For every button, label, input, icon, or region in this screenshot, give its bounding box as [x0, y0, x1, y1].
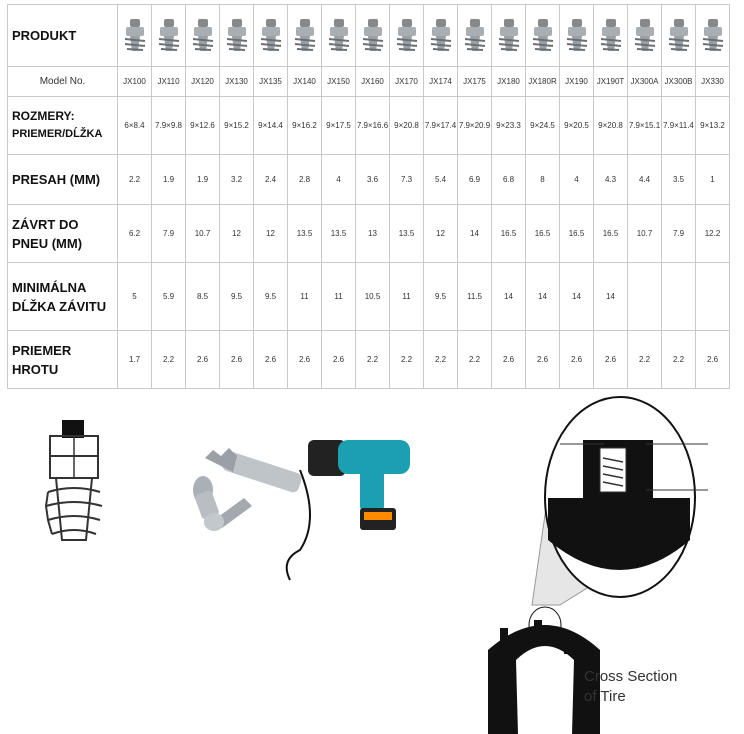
overhang-cell: 4: [322, 155, 356, 205]
stud-image-cell: [526, 5, 560, 67]
tip-cell: 2.6: [492, 331, 526, 389]
tip-cell: 2.6: [322, 331, 356, 389]
model-cell: JX100: [118, 67, 152, 97]
model-cell: JX180: [492, 67, 526, 97]
min-thread-cell: 11.5: [458, 263, 492, 331]
stud-icon: [292, 17, 318, 55]
row-header-overhang: PRESAH (MM): [8, 155, 118, 205]
stud-icon: [632, 17, 658, 55]
stud-image-cell: [186, 5, 220, 67]
min-thread-cell: 9.5: [220, 263, 254, 331]
depth-cell: 16.5: [526, 205, 560, 263]
overhang-cell: 1.9: [186, 155, 220, 205]
tip-cell: 2.2: [152, 331, 186, 389]
stud-icon: [394, 17, 420, 55]
overhang-cell: 3.2: [220, 155, 254, 205]
tip-cell: 2.6: [220, 331, 254, 389]
min-thread-cell: 11: [322, 263, 356, 331]
dimension-cell: 7.9×20.9: [458, 97, 492, 155]
min-thread-cell: 14: [560, 263, 594, 331]
stud-icon: [496, 17, 522, 55]
overhang-cell: 2.8: [288, 155, 322, 205]
row-header-tip: PRIEMER HROTU: [8, 331, 118, 389]
model-cell: JX130: [220, 67, 254, 97]
stud-image-cell: [492, 5, 526, 67]
model-cell: JX160: [356, 67, 390, 97]
dimension-cell: 9×20.8: [594, 97, 628, 155]
dimension-cell: 9×17.5: [322, 97, 356, 155]
depth-cell: 12: [220, 205, 254, 263]
min-thread-cell: 14: [594, 263, 628, 331]
stud-image-cell: [424, 5, 458, 67]
dimension-cell: 9×20.8: [390, 97, 424, 155]
stud-image-cell: [458, 5, 492, 67]
tip-cell: 2.2: [390, 331, 424, 389]
stud-icon: [598, 17, 624, 55]
stud-image-cell: [254, 5, 288, 67]
min-thread-cell: [696, 263, 730, 331]
depth-cell: 13.5: [288, 205, 322, 263]
depth-cell: 16.5: [594, 205, 628, 263]
min-thread-cell: [662, 263, 696, 331]
dimension-cell: 9×24.5: [526, 97, 560, 155]
stud-image-cell: [662, 5, 696, 67]
drill-icon: [287, 440, 410, 580]
tip-cell: 2.2: [424, 331, 458, 389]
tip-cell: 2.6: [526, 331, 560, 389]
studs-photo: [193, 448, 303, 531]
row-header-dimensions: ROZMERY: PRIEMER/DĹŽKA: [8, 97, 118, 155]
stud-icon: [122, 17, 148, 55]
stud-image-cell: [390, 5, 424, 67]
dimension-cell: 7.9×17.4: [424, 97, 458, 155]
overhang-cell: 6.9: [458, 155, 492, 205]
stud-icon: [190, 17, 216, 55]
depth-cell: 13: [356, 205, 390, 263]
stud-icon: [462, 17, 488, 55]
model-cell: JX180R: [526, 67, 560, 97]
stud-icon: [428, 17, 454, 55]
dimension-cell: 7.9×16.6: [356, 97, 390, 155]
stud-icon: [700, 17, 726, 55]
min-thread-cell: 9.5: [424, 263, 458, 331]
tip-cell: 2.2: [662, 331, 696, 389]
tip-cell: 1.7: [118, 331, 152, 389]
dimension-cell: 7.9×11.4: [662, 97, 696, 155]
model-cell: JX300A: [628, 67, 662, 97]
min-thread-cell: 10.5: [356, 263, 390, 331]
stud-image-cell: [560, 5, 594, 67]
row-header-min-thread: MINIMÁLNA DĹŽKA ZÁVITU: [8, 263, 118, 331]
tip-cell: 2.2: [356, 331, 390, 389]
stud-image-cell: [628, 5, 662, 67]
depth-cell: 12.2: [696, 205, 730, 263]
overhang-cell: 3.6: [356, 155, 390, 205]
min-thread-cell: 11: [288, 263, 322, 331]
tip-cell: 2.2: [458, 331, 492, 389]
dimension-cell: 9×12.6: [186, 97, 220, 155]
row-header-depth: ZÁVRT DO PNEU (MM): [8, 205, 118, 263]
stud-icon: [224, 17, 250, 55]
tip-cell: 2.6: [186, 331, 220, 389]
depth-cell: 6.2: [118, 205, 152, 263]
stud-image-cell: [356, 5, 390, 67]
model-cell: JX110: [152, 67, 186, 97]
dimension-cell: 9×20.5: [560, 97, 594, 155]
model-cell: JX170: [390, 67, 424, 97]
dimension-cell: 9×15.2: [220, 97, 254, 155]
stud-icon: [530, 17, 556, 55]
cross-section-caption-line1: Cross Section: [584, 668, 678, 685]
dimension-cell: 9×14.4: [254, 97, 288, 155]
tip-cell: 2.6: [560, 331, 594, 389]
dimension-cell: 9×16.2: [288, 97, 322, 155]
depth-cell: 16.5: [560, 205, 594, 263]
model-cell: JX150: [322, 67, 356, 97]
overhang-cell: 2.4: [254, 155, 288, 205]
min-thread-cell: 9.5: [254, 263, 288, 331]
overhang-cell: 2.2: [118, 155, 152, 205]
row-header-model: Model No.: [8, 67, 118, 97]
tip-cell: 2.2: [628, 331, 662, 389]
spec-table: [7, 4, 730, 389]
depth-cell: 10.7: [628, 205, 662, 263]
overhang-cell: 7.3: [390, 155, 424, 205]
overhang-cell: 3.5: [662, 155, 696, 205]
model-cell: JX300B: [662, 67, 696, 97]
overhang-cell: 4.4: [628, 155, 662, 205]
stud-image-cell: [696, 5, 730, 67]
model-cell: JX190T: [594, 67, 628, 97]
overhang-cell: 6.8: [492, 155, 526, 205]
depth-cell: 7.9: [662, 205, 696, 263]
stud-icon: [666, 17, 692, 55]
row-header-product: PRODUKT: [8, 5, 118, 67]
depth-cell: 10.7: [186, 205, 220, 263]
min-thread-cell: 5: [118, 263, 152, 331]
overhang-cell: 1.9: [152, 155, 186, 205]
tip-cell: 2.6: [254, 331, 288, 389]
stud-image-cell: [594, 5, 628, 67]
tip-cell: 2.6: [696, 331, 730, 389]
model-cell: JX135: [254, 67, 288, 97]
stud-icon: [564, 17, 590, 55]
stud-image-cell: [152, 5, 186, 67]
model-cell: JX174: [424, 67, 458, 97]
overhang-cell: 1: [696, 155, 730, 205]
depth-cell: 12: [424, 205, 458, 263]
overhang-cell: 4.3: [594, 155, 628, 205]
stud-image-cell: [288, 5, 322, 67]
min-thread-cell: 11: [390, 263, 424, 331]
overhang-cell: 4: [560, 155, 594, 205]
min-thread-cell: 8.5: [186, 263, 220, 331]
dimension-cell: 7.9×15.1: [628, 97, 662, 155]
min-thread-cell: 14: [526, 263, 560, 331]
depth-cell: 13.5: [390, 205, 424, 263]
stud-icon: [205, 448, 303, 494]
stud-image-cell: [220, 5, 254, 67]
model-cell: JX330: [696, 67, 730, 97]
dimension-cell: 9×13.2: [696, 97, 730, 155]
min-thread-cell: [628, 263, 662, 331]
min-thread-cell: 5.9: [152, 263, 186, 331]
model-cell: JX140: [288, 67, 322, 97]
stud-icon: [258, 17, 284, 55]
model-cell: JX190: [560, 67, 594, 97]
depth-cell: 13.5: [322, 205, 356, 263]
dimension-cell: 9×23.3: [492, 97, 526, 155]
cross-section-caption-line2: of Tire: [584, 688, 626, 705]
dimension-cell: 7.9×9.8: [152, 97, 186, 155]
stud-icon: [360, 17, 386, 55]
tip-cell: 2.6: [288, 331, 322, 389]
tire-cross-section-icon: [488, 397, 708, 734]
depth-cell: 14: [458, 205, 492, 263]
overhang-cell: 5.4: [424, 155, 458, 205]
stud-image-cell: [118, 5, 152, 67]
tip-cell: 2.6: [594, 331, 628, 389]
stud-icon: [326, 17, 352, 55]
stud-icon: [156, 17, 182, 55]
dimension-cell: 6×8.4: [118, 97, 152, 155]
overhang-cell: 8: [526, 155, 560, 205]
model-cell: JX175: [458, 67, 492, 97]
min-thread-cell: 14: [492, 263, 526, 331]
depth-cell: 7.9: [152, 205, 186, 263]
model-cell: JX120: [186, 67, 220, 97]
stud-image-cell: [322, 5, 356, 67]
depth-cell: 12: [254, 205, 288, 263]
depth-cell: 16.5: [492, 205, 526, 263]
stud-drawing-icon: [46, 420, 102, 540]
illustrations: [0, 390, 744, 734]
